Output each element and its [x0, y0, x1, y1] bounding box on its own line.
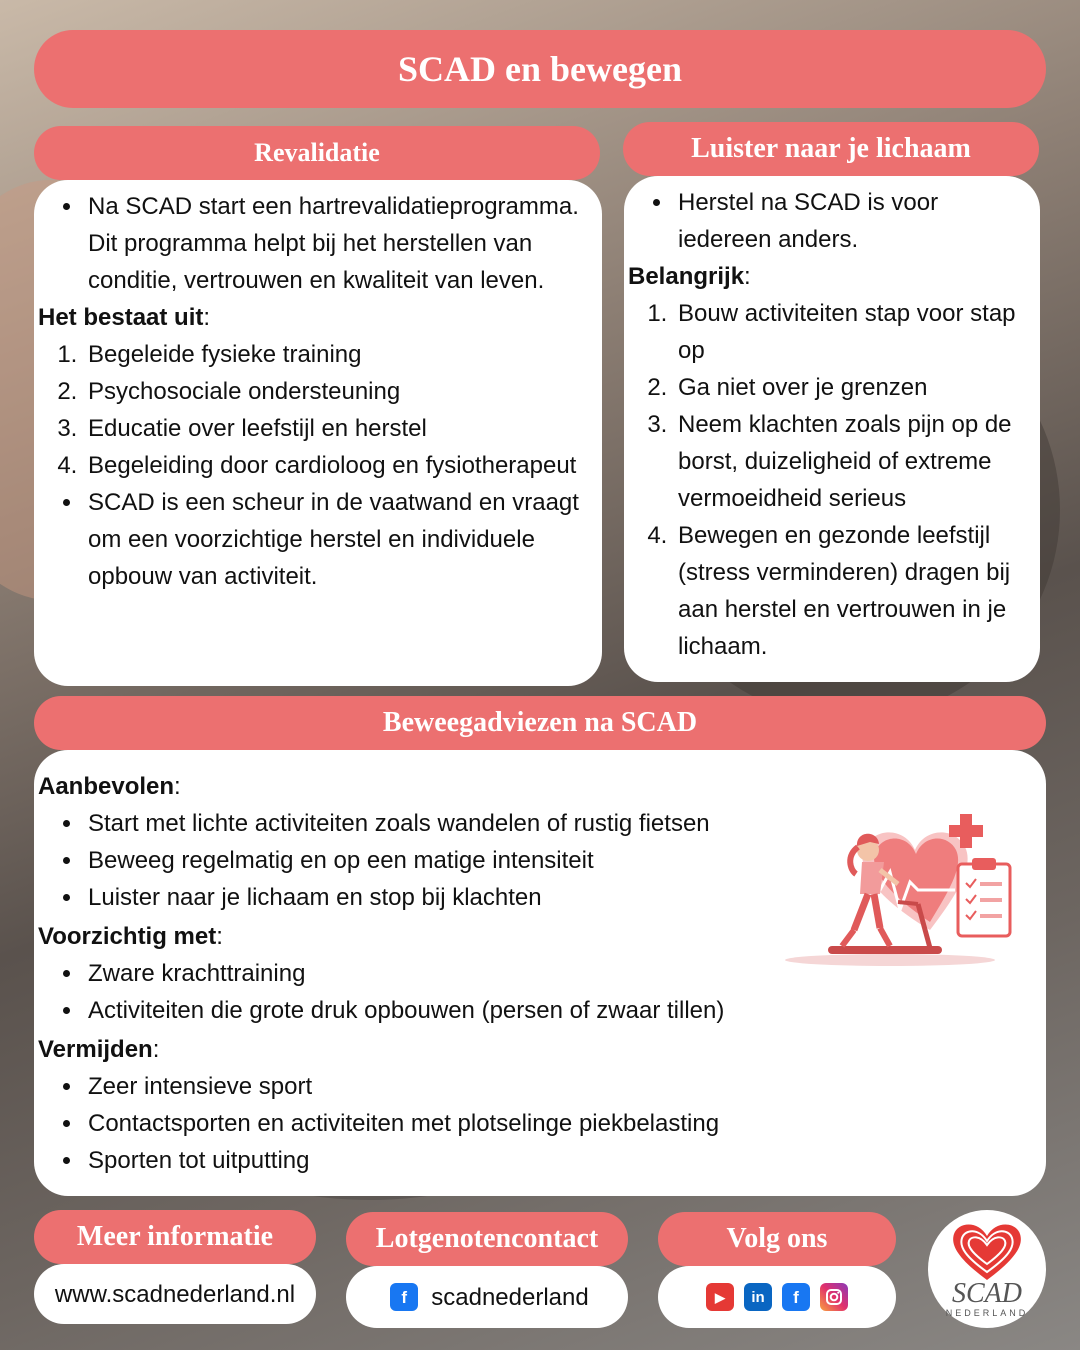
facebook-group-card[interactable] — [346, 1266, 628, 1328]
page-title-text: SCAD en bewegen — [398, 49, 682, 89]
luister-header — [623, 122, 1039, 176]
list-item: 1. Bouw activiteiten stap voor stap op — [674, 295, 1030, 369]
list-item: • Contactsporten en activiteiten met plotselinge piekbelasting — [84, 1105, 1026, 1142]
aanbevolen-heading: Aanbevolen: — [38, 773, 181, 800]
list-item: • Activiteiten die grote druk opbouwen (persen of zwaar tillen) — [84, 992, 1026, 1029]
luister-card — [624, 176, 1040, 682]
luister-header-text: Luister naar je lichaam — [691, 133, 971, 164]
luister-intro-list — [628, 184, 1030, 258]
vermijden-heading: Vermijden: — [38, 1036, 160, 1063]
luister-list-heading: Belangrijk: — [628, 263, 751, 290]
logo-text: SCAD — [952, 1278, 1022, 1309]
meer-info-header — [34, 1210, 316, 1264]
beweegadviezen-header-text: Beweegadviezen na SCAD — [382, 707, 698, 738]
list-item: • Luister naar je lichaam en stop bij klachten — [84, 879, 1026, 916]
list-item: 2. Ga niet over je grenzen — [674, 369, 1030, 406]
volg-ons-header-text: Volg ons — [726, 1223, 828, 1254]
logo-subtext: NEDERLAND — [945, 1308, 1029, 1318]
lotgenoten-header-text: Lotgenotencontact — [375, 1223, 599, 1254]
list-item: 4. Begeleiding door cardioloog en fysiotherapeut — [84, 447, 584, 484]
voorzichtig-heading: Voorzichtig met: — [38, 923, 223, 950]
revalidatie-header-text: Revalidatie — [254, 138, 380, 167]
website-card[interactable] — [34, 1264, 316, 1324]
list-item: • Sporten tot uitputting — [84, 1142, 1026, 1179]
list-item: • Zware krachttraining — [84, 955, 1026, 992]
luister-intro: • Herstel na SCAD is voor iedereen anders. — [674, 184, 1030, 258]
revalidatie-items — [38, 336, 584, 484]
beweegadviezen-header — [34, 696, 1046, 750]
list-item: 2. Psychosociale ondersteuning — [84, 373, 584, 410]
meer-info-header-text: Meer informatie — [76, 1221, 274, 1252]
lotgenoten-header — [346, 1212, 628, 1266]
list-item: • Start met lichte activiteiten zoals wandelen of rustig fietsen — [84, 805, 1026, 842]
vermijden-list — [38, 1068, 1026, 1179]
linkedin-icon[interactable]: in — [744, 1283, 772, 1311]
scad-logo — [928, 1210, 1046, 1328]
revalidatie-note: • SCAD is een scheur in de vaatwand en vraagt om een voorzichtige herstel en individuele opbouw van activiteit. — [84, 484, 584, 595]
instagram-icon[interactable] — [820, 1283, 848, 1311]
revalidatie-note-list — [38, 484, 584, 595]
social-icons-card — [658, 1266, 896, 1328]
facebook-icon[interactable]: f — [782, 1283, 810, 1311]
heart-logo-icon — [948, 1220, 1026, 1284]
list-item: 3. Neem klachten zoals pijn op de borst, duizeligheid of extreme vermoeidheid serieus — [674, 406, 1030, 517]
list-item: 3. Educatie over leefstijl en herstel — [84, 410, 584, 447]
treadmill-heart-illustration — [780, 812, 1020, 972]
list-item: • Beweeg regelmatig en op een matige intensiteit — [84, 842, 1026, 879]
youtube-icon[interactable]: ▶ — [706, 1283, 734, 1311]
revalidatie-intro-list — [38, 188, 584, 299]
volg-ons-header — [658, 1212, 896, 1266]
revalidatie-header — [34, 126, 600, 180]
revalidatie-list-heading: Het bestaat uit: — [38, 304, 211, 331]
luister-items — [628, 295, 1030, 665]
list-item: 4. Bewegen en gezonde leefstijl (stress verminderen) dragen bij aan herstel en vertrouwen in je lichaam. — [674, 517, 1030, 665]
list-item: • Zeer intensieve sport — [84, 1068, 1026, 1105]
revalidatie-intro: • Na SCAD start een hartrevalidatieprogramma. Dit programma helpt bij het herstellen van conditie, vertrouwen en kwaliteit van leven. — [84, 188, 584, 299]
revalidatie-card — [34, 180, 602, 686]
facebook-icon[interactable]: f — [390, 1283, 418, 1311]
website-link[interactable]: www.scadnederland.nl — [54, 1280, 296, 1308]
list-item: 1. Begeleide fysieke training — [84, 336, 584, 373]
facebook-handle[interactable]: scadnederland — [431, 1283, 589, 1311]
page-title — [34, 30, 1046, 108]
beweegadviezen-card — [34, 750, 1046, 1196]
